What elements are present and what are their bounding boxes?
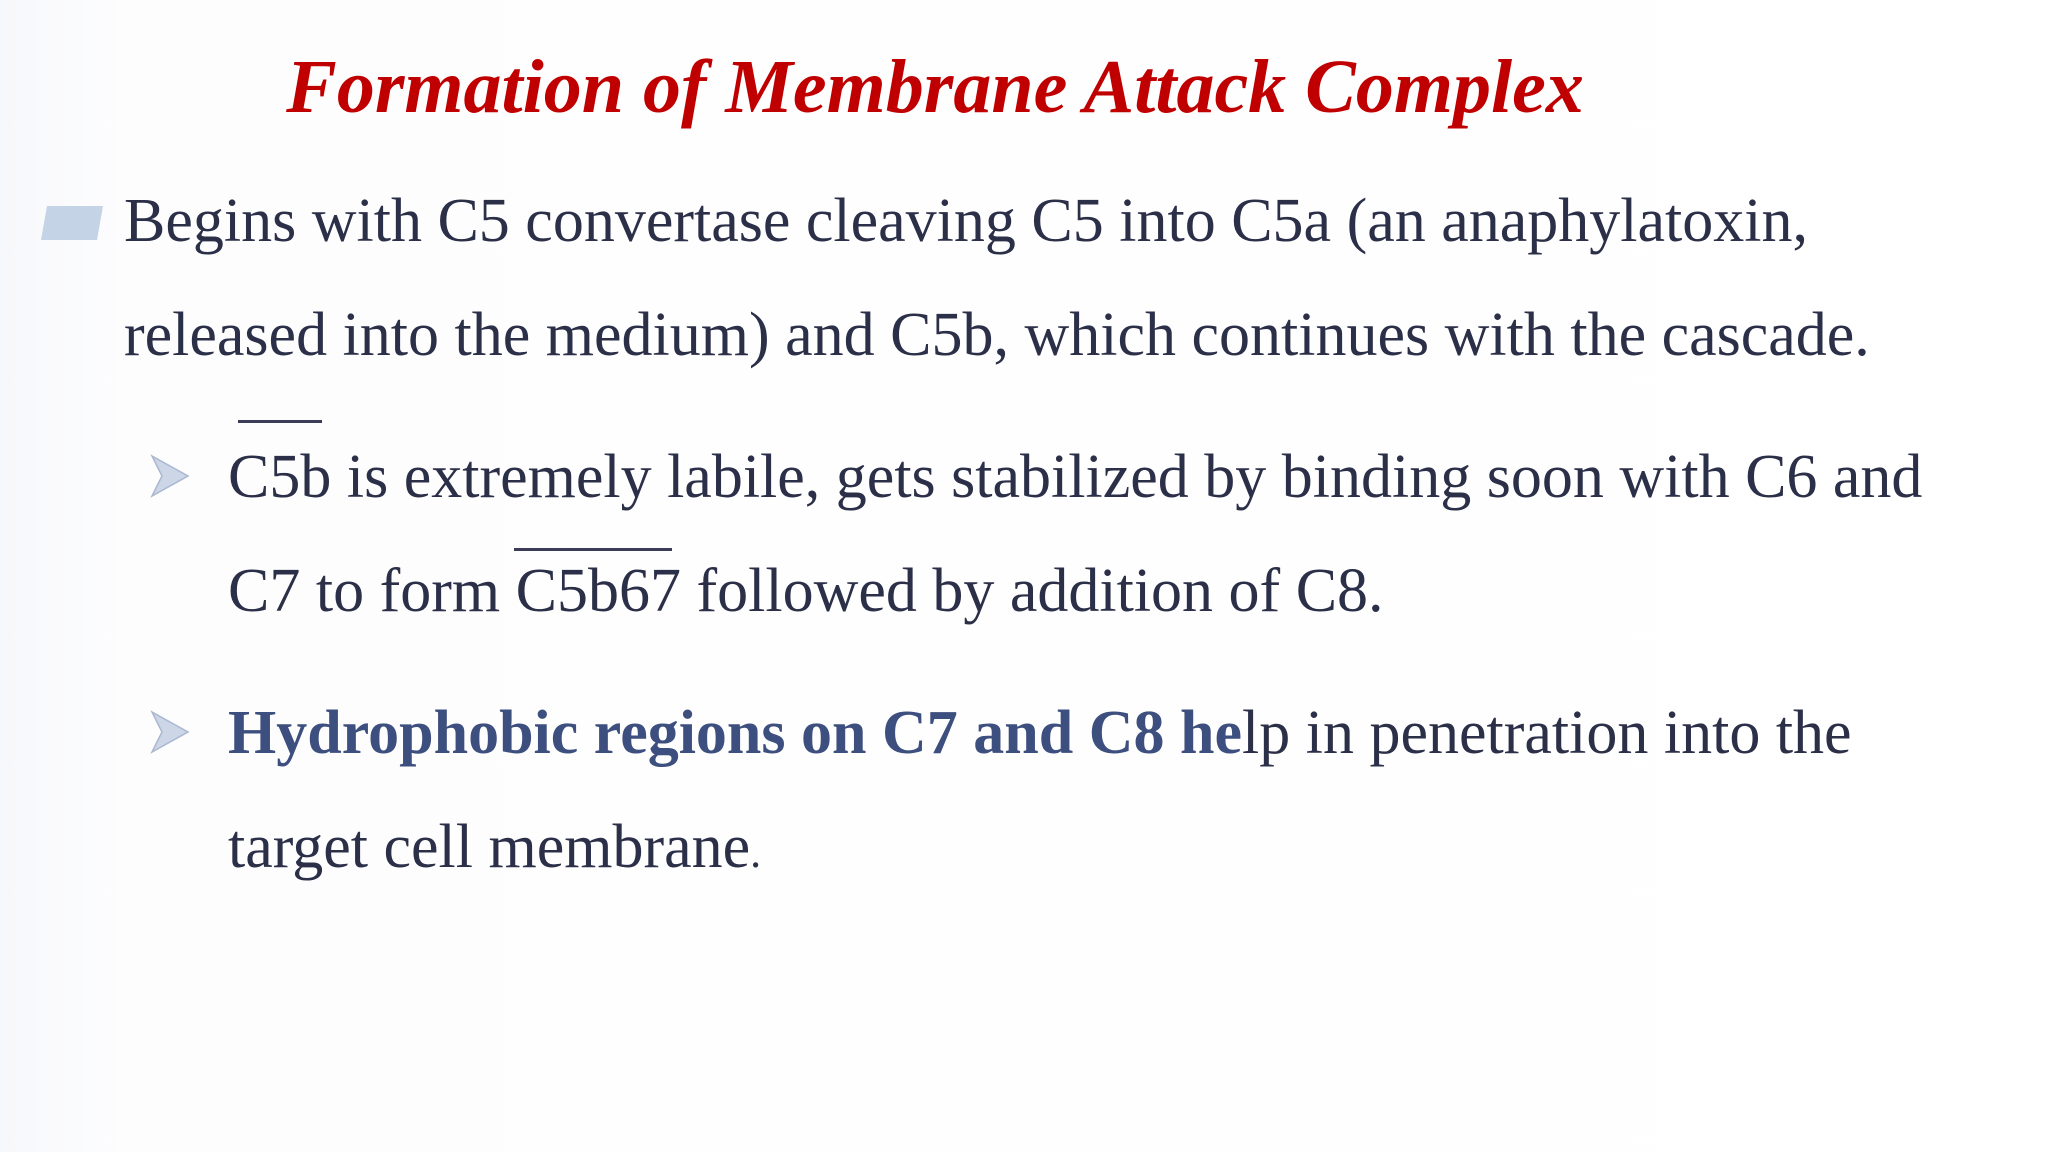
arrowhead-bullet-icon bbox=[150, 710, 190, 754]
sub-bullet-2-line-2 bbox=[228, 790, 2008, 910]
sub-bullet-1-prefix: C7 to form bbox=[228, 557, 516, 625]
slide-title: Formation of Membrane Attack Complex bbox=[286, 45, 1584, 129]
sub-bullet-1-suffix: followed by addition of C8. bbox=[680, 557, 1384, 625]
sub-bullet-2-period: . bbox=[750, 828, 762, 877]
sub-bullet-1-text bbox=[228, 420, 2008, 648]
sub-bullet-2-text bbox=[228, 676, 2008, 910]
arrowhead-bullet-icon bbox=[150, 454, 190, 498]
bullet-1-line-1: Begins with C5 convertase cleaving C5 into C5a (an anaphylatoxin, bbox=[124, 187, 1808, 255]
bullet-1-text bbox=[124, 164, 2004, 392]
square-bullet-icon bbox=[41, 206, 103, 240]
complex-c5b67: C5b67 bbox=[515, 557, 681, 625]
hydrophobic-emphasis: Hydrophobic regions on C7 and C8 he bbox=[228, 699, 1243, 767]
sub-bullet-1-line-2 bbox=[228, 534, 2008, 648]
sub-bullet-2-line-1 bbox=[228, 676, 2008, 790]
sub-bullet-1-line-1: C5b is extremely labile, gets stabilized by binding soon with C6 and bbox=[228, 443, 1923, 511]
bullet-1-line-2: released into the medium) and C5b, which continues with the cascade. bbox=[124, 301, 1870, 369]
sub-bullet-2-line-2-text: target cell membrane bbox=[228, 813, 751, 881]
sub-bullet-2-rest: lp in penetration into the bbox=[1242, 699, 1852, 767]
